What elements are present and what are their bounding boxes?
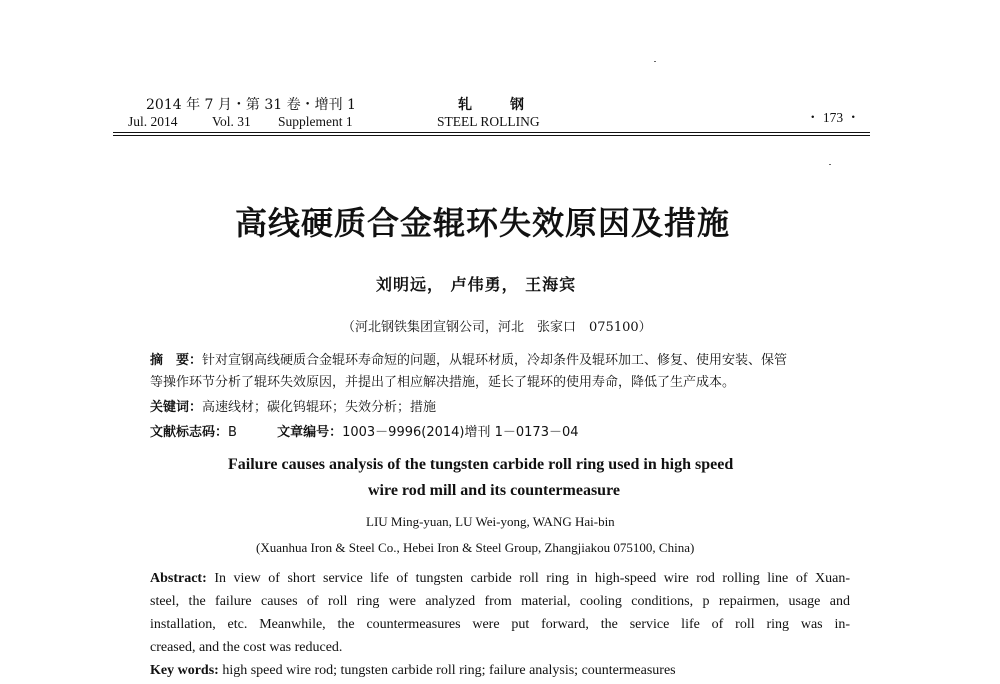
authors-cn: 刘明远， 卢伟勇， 王海宾 [376,275,577,294]
article-no-label: 文章编号： [277,425,343,440]
article-no-value: 1003－9996(2014)增刊 1－0173－04 [342,425,579,440]
header-rule-top [113,132,870,133]
header-supplement-en: Supplement 1 [278,114,353,129]
header-rule-bottom [113,135,870,136]
scan-speck [829,164,831,165]
abstract-cn-line1 [150,350,787,372]
header-date-en: Jul. 2014 [128,114,178,129]
doc-code-value: B [228,425,237,440]
keywords-en-label: Key words: [150,663,219,678]
abstract-cn-text1: 针对宣钢高线硬质合金辊环寿命短的问题，从辊环材质，冷却条件及辊环加工、修复、使用安装、保管 [202,353,788,368]
keywords-en-text: high speed wire rod; tungsten carbide roll ring; failure analysis; countermeasures [222,663,676,678]
keywords-cn-label: 关键词： [150,400,203,415]
abstract-cn-line2: 等操作环节分析了辊环失效原因，并提出了相应解决措施，延长了辊环的使用寿命，降低了生产成本。 [150,375,736,390]
abstract-en-line4: creased, and the cost was reduced. [150,640,343,655]
abstract-en-line1 [150,571,850,587]
page-number: ・ 173 ・ [806,110,860,125]
abstract-en-label: Abstract: [150,571,207,586]
paper-title: 高线硬质合金辊环失效原因及措施 [235,204,731,242]
header-issue-cn: 2014 年 7 月・第 31 卷・增刊 1 [146,97,356,113]
en-authors: LIU Ming-yuan, LU Wei-yong, WANG Hai-bin [366,514,615,529]
abstract-en-line3: installation, etc. Meanwhile, the countermeasures were put forward, the service life of roll ring was in- [150,617,850,632]
keywords-en [150,663,676,679]
doc-code-label: 文献标志码： [150,425,229,440]
keywords-cn-text: 高速线材；碳化钨辊环；失效分析；措施 [202,400,437,415]
abstract-cn-label: 摘 要： [150,353,203,368]
header-volume-en: Vol. 31 [212,114,251,129]
abstract-en-line2: steel, the failure causes of roll ring were analyzed from material, cooling conditions, p repairmen, usage and [150,594,850,609]
abstract-en-text1: In view of short service life of tungsten carbide roll ring in high-speed wire rod rolling line of Xuan- [214,571,851,586]
classification-line [150,422,579,444]
scan-speck [654,61,656,62]
journal-name-cn: 轧钢 [458,97,562,113]
en-title-line1: Failure causes analysis of the tungsten carbide roll ring used in high speed [228,456,734,473]
affiliation-cn: （河北钢铁集团宣钢公司，河北 张家口 075100） [342,320,652,335]
keywords-cn [150,397,436,419]
en-title-line2: wire rod mill and its countermeasure [368,482,620,499]
en-affiliation: (Xuanhua Iron & Steel Co., Hebei Iron & Steel Group, Zhangjiakou 075100, China) [256,540,695,555]
journal-name-en: STEEL ROLLING [437,114,540,129]
